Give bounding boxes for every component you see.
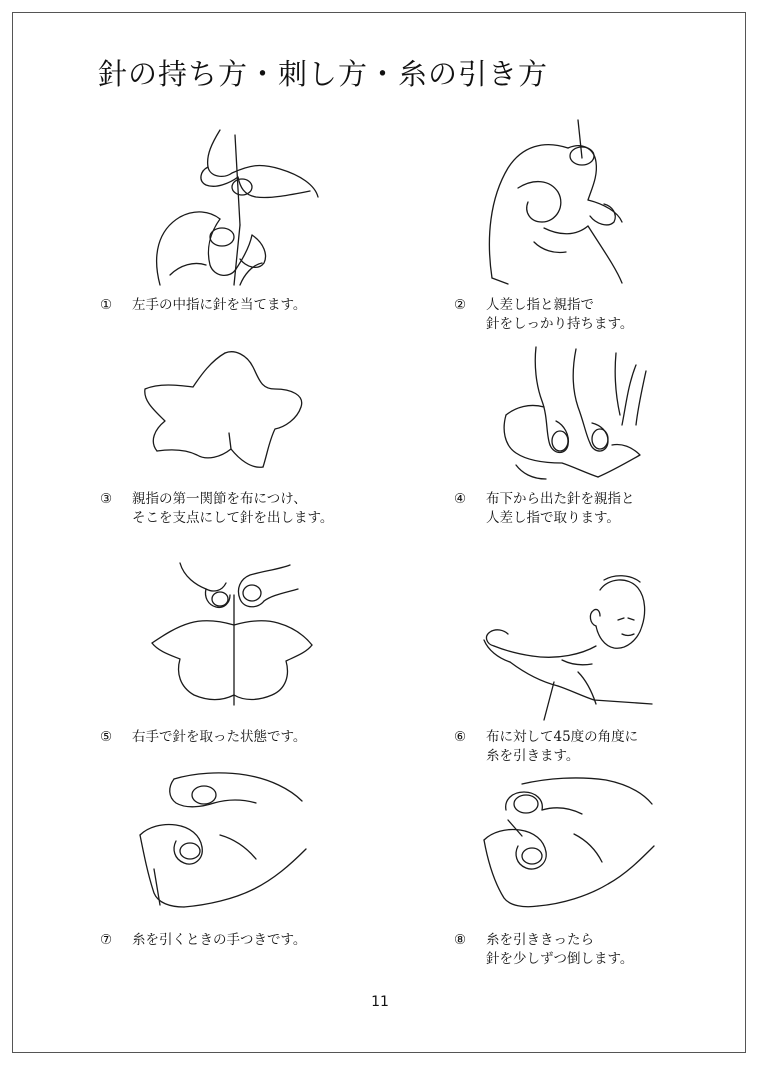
page-title: 針の持ち方・刺し方・糸の引き方: [98, 57, 549, 91]
step-number: ④: [454, 491, 467, 507]
illustration-step-4: [476, 345, 656, 485]
illustration-step-7: [130, 765, 320, 910]
caption-line: 人差し指で取ります。: [486, 510, 620, 526]
caption-line: 糸を引きます。: [486, 748, 580, 764]
illustration-step-3: [135, 345, 315, 475]
caption-line: 人差し指と親指で: [486, 297, 594, 313]
caption-line: 糸を引ききったら: [486, 932, 594, 948]
caption-line: 左手の中指に針を当てます。: [132, 297, 307, 313]
caption-line: 布に対して45度の角度に: [486, 729, 639, 745]
caption-line: 右手で針を取った状態です。: [132, 729, 307, 745]
step-number: ⑤: [100, 729, 113, 745]
illustration-step-1: [140, 125, 340, 290]
caption-line: 糸を引くときの手つきです。: [132, 932, 307, 948]
step-number: ①: [100, 297, 113, 313]
illustration-step-6: [478, 570, 658, 725]
step-number: ⑦: [100, 932, 113, 948]
step-number: ②: [454, 297, 467, 313]
caption-line: 針をしっかり持ちます。: [486, 316, 634, 332]
illustration-step-8: [478, 770, 658, 910]
caption-line: そこを支点にして針を出します。: [132, 510, 334, 526]
illustration-step-5: [140, 555, 320, 710]
caption-line: 布下から出た針を親指と: [486, 491, 635, 507]
caption-line: 親指の第一関節を布につけ、: [132, 491, 307, 507]
caption-line: 針を少しずつ倒します。: [486, 951, 634, 967]
step-number: ⑧: [454, 932, 467, 948]
illustration-step-2: [478, 118, 648, 288]
step-number: ③: [100, 491, 113, 507]
page-number: 11: [371, 994, 389, 1010]
step-number: ⑥: [454, 729, 467, 745]
